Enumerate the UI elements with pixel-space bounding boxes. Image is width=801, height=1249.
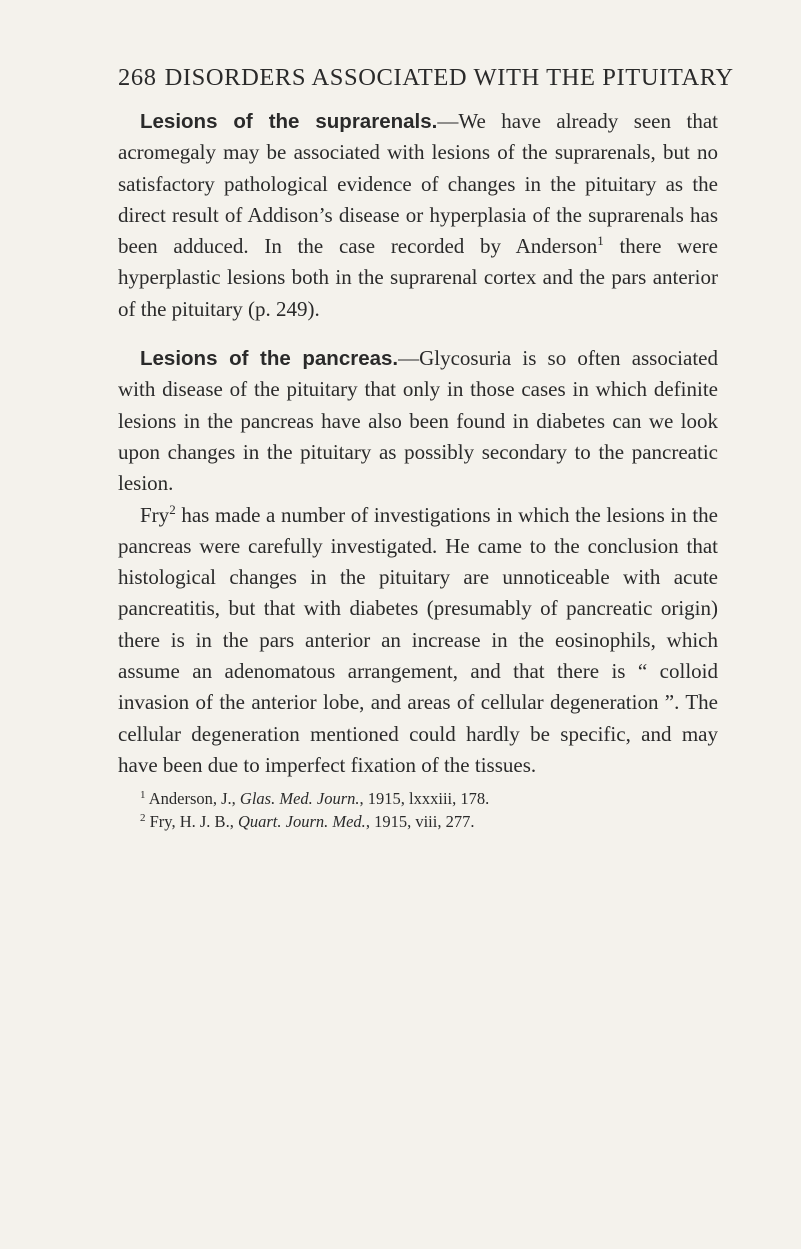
- paragraph-text: there were hyperplastic lesions both in the suprarenal cortex and the pars anterior of the pituitary (p. 249).: [118, 234, 718, 321]
- body-text: [118, 106, 718, 833]
- author-name: Fry: [140, 502, 170, 527]
- running-head: [118, 64, 734, 92]
- footnote-details: , 1915, lxxxiii, 178.: [359, 789, 490, 809]
- footnotes: [118, 787, 718, 833]
- footnote-journal: Quart. Journ. Med.: [237, 812, 366, 832]
- sidehead-suprarenals: Lesions of the suprarenals.: [140, 110, 438, 133]
- paragraph-fry: [118, 500, 718, 782]
- paragraph-text: —We have already seen that acromegaly may be associated with lesions of the suprarenals, but no satisfactory pathological evidence of changes in the pituitary as the direct result of Addison’s disease or hyperplasia of the suprarenals has been adduced. In the case recorded by Anderson: [118, 109, 718, 259]
- running-head-title: DISORDERS ASSOCIATED WITH THE PITUITARY: [164, 64, 734, 91]
- footnote-ref-2: 2: [169, 501, 176, 517]
- page-number: 268: [118, 64, 157, 91]
- footnote-mark: 2: [140, 812, 146, 825]
- paragraph-pancreas: [118, 343, 718, 499]
- footnote: [118, 810, 718, 833]
- footnote-ref-1: 1: [597, 233, 604, 249]
- paragraph-text: —Glycosuria is so often associated with disease of the pituitary that only in those cases in which definite lesions in the pancreas have also been found in diabetes can we look upon changes in the pituitary as possibly secondary to the pancreatic lesion.: [118, 346, 718, 496]
- paragraph-suprarenals: [118, 106, 718, 325]
- footnote-mark: 1: [140, 789, 146, 802]
- footnote-journal: Glas. Med. Journ.: [239, 789, 360, 809]
- footnote-author: Fry, H. J. B.,: [149, 812, 238, 832]
- footnote-details: , 1915, viii, 277.: [365, 812, 475, 832]
- paragraph-text: has made a number of investigations in which the lesions in the pancreas were carefully investigated. He came to the conclusion that histological changes in the pituitary are unnoticeable with acute pancreatitis, but that with diabetes (presumably of pancreatic origin) there is in the pars anterior an increase in the eosinophils, which assume an adenomatous arrangement, and that there is “ colloid invasion of the anterior lobe, and areas of cellular degeneration ”. The cellular degeneration mentioned could hardly be specific, and may have been due to imperfect fixation of the tissues.: [118, 502, 718, 777]
- footnote-author: Anderson, J.,: [148, 789, 240, 809]
- sidehead-pancreas: Lesions of the pancreas.: [140, 347, 399, 371]
- footnote: [118, 787, 718, 810]
